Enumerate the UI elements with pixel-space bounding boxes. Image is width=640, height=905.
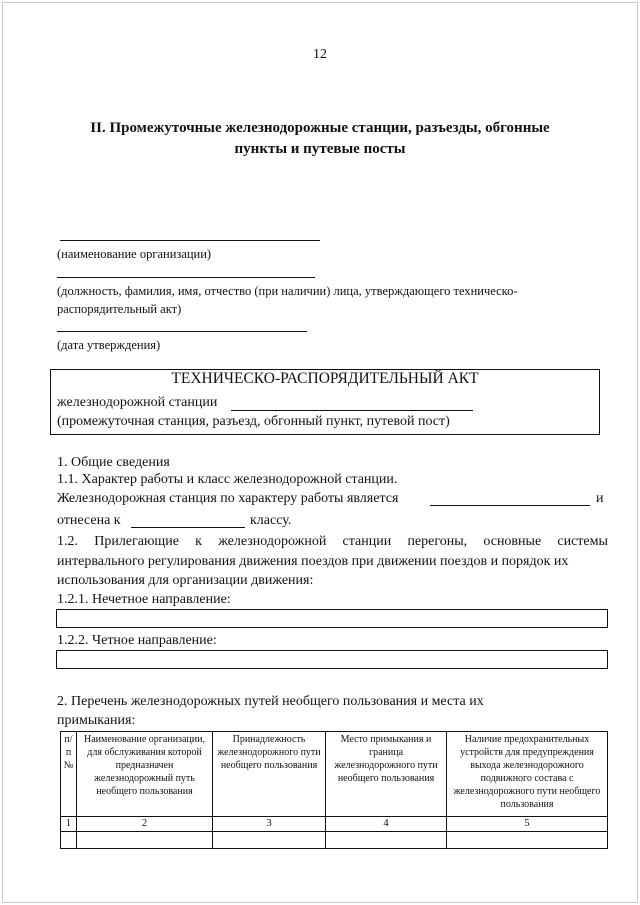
- section-1-1: 1.1. Характер работы и класс железнодорожной станции.: [57, 472, 398, 487]
- even-direction-field[interactable]: [56, 650, 608, 669]
- word: к: [195, 534, 202, 549]
- section-2-line1: 2. Перечень железнодорожных путей необщего пользования и места их: [57, 694, 484, 709]
- odd-direction-field[interactable]: [56, 609, 608, 628]
- column-header-organization: Наименование организации, для обслуживания которой предназначен железнодорожный путь необщего пользования: [77, 732, 213, 817]
- organization-blank: [60, 240, 320, 241]
- table-number-row: [61, 817, 608, 832]
- column-header-number: п/п №: [61, 732, 77, 817]
- word: 1.2.: [57, 534, 78, 549]
- column-number: 1: [61, 817, 77, 832]
- approver-blank: [57, 277, 315, 278]
- column-header-ownership: Принадлежность железнодорожного пути необщего пользования: [213, 732, 326, 817]
- class-suffix: классу.: [250, 513, 292, 528]
- word: основные: [483, 534, 542, 549]
- class-prefix: отнесена к: [57, 513, 121, 528]
- sidings-table: [60, 731, 608, 849]
- column-number: 4: [326, 817, 447, 832]
- column-number: 2: [77, 817, 213, 832]
- column-header-safety-devices: Наличие предохранительных устройств для предупреждения выхода железнодорожного подвижного состава с железнодорожного пути необщего пользования: [447, 732, 608, 817]
- table-header-row: [61, 732, 608, 817]
- station-name-blank: [231, 410, 473, 411]
- section-title-line1: II. Промежуточные железнодорожные станции, разъезды, обгонные: [90, 120, 550, 136]
- table-cell[interactable]: [447, 832, 608, 849]
- approver-caption-line2: распорядительный акт): [57, 302, 182, 316]
- even-direction-label: 1.2.2. Четное направление:: [57, 633, 217, 648]
- table-row: [61, 832, 608, 849]
- section-2-line2: примыкания:: [57, 713, 136, 728]
- section-1-2-line3: использования для организации движения:: [57, 573, 314, 588]
- work-type-blank: [430, 505, 590, 506]
- section-1-2-line2: интервального регулирования движения поездов при движении поездов и порядок их: [57, 554, 569, 569]
- date-blank: [57, 331, 307, 332]
- table-cell[interactable]: [61, 832, 77, 849]
- class-blank: [131, 527, 245, 528]
- work-type-suffix: и: [596, 491, 604, 506]
- odd-direction-label: 1.2.1. Нечетное направление:: [57, 592, 231, 607]
- work-type-prefix: Железнодорожная станция по характеру работы является: [57, 491, 399, 506]
- word: Прилегающие: [94, 534, 179, 549]
- section-1-heading: 1. Общие сведения: [57, 455, 170, 470]
- table-cell[interactable]: [77, 832, 213, 849]
- word: железнодорожной: [218, 534, 327, 549]
- section-1-2-line1: [57, 534, 608, 550]
- organization-caption: (наименование организации): [57, 247, 212, 261]
- act-heading: ТЕХНИЧЕСКО-РАСПОРЯДИТЕЛЬНЫЙ АКТ: [171, 370, 479, 387]
- word: системы: [557, 534, 608, 549]
- word: перегоны,: [407, 534, 468, 549]
- section-title-line2: пункты и путевые посты: [234, 141, 406, 157]
- date-caption: (дата утверждения): [57, 338, 161, 352]
- column-number: 5: [447, 817, 608, 832]
- column-number: 3: [213, 817, 326, 832]
- page-number: 12: [313, 47, 327, 62]
- column-header-junction: Место примыкания и граница железнодорожного пути необщего пользования: [326, 732, 447, 817]
- table-cell[interactable]: [326, 832, 447, 849]
- table-cell[interactable]: [213, 832, 326, 849]
- word: станции: [342, 534, 392, 549]
- station-types-caption: (промежуточная станция, разъезд, обгонный пункт, путевой пост): [57, 414, 450, 429]
- station-label: железнодорожной станции: [57, 395, 218, 410]
- approver-caption-line1: (должность, фамилия, имя, отчество (при наличии) лица, утверждающего техническо-: [57, 284, 518, 298]
